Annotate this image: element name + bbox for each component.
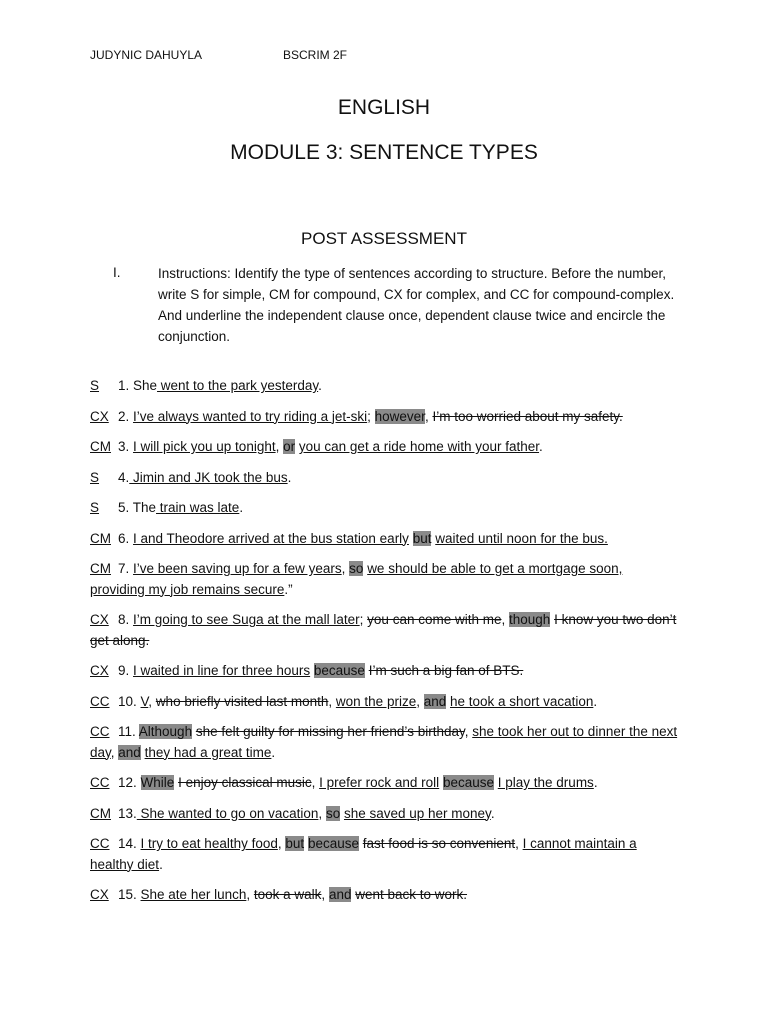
conjunction-highlight: and (423, 693, 447, 709)
module-title: MODULE 3: SENTENCE TYPES (230, 141, 538, 164)
sentence-type-label: CX (90, 663, 109, 678)
answer-item (90, 804, 680, 825)
independent-clause: I waited in line for three hours (133, 663, 311, 678)
sentence-text: , (328, 693, 336, 709)
sentence-type-label: CC (90, 724, 110, 739)
independent-clause: train was late (156, 500, 240, 515)
sentence-text: 1. She (118, 378, 158, 393)
independent-clause: you can get a ride home with your father (298, 439, 540, 454)
conjunction-highlight: so (349, 561, 364, 576)
answer-item (90, 773, 680, 794)
sentence-text: , (321, 887, 329, 902)
sentence-text: 11. (118, 724, 139, 739)
sentence-text: 7. (118, 561, 134, 576)
sentence-text: . (490, 805, 495, 821)
sentence-text: , (341, 561, 350, 576)
independent-clause: I cannot maintain a healthy diet (90, 836, 637, 872)
sentence-type-label: S (90, 500, 100, 515)
sentence-text: . (593, 693, 598, 709)
sentence-text: 5. The (118, 500, 157, 515)
sentence-text: 6. (118, 530, 134, 546)
sentence-text: , (246, 887, 254, 902)
sentence-text: , (424, 408, 433, 424)
sentence-type-label: CM (90, 805, 111, 821)
answer-item (90, 722, 680, 763)
independent-clause: I’m going to see Suga at the mall later (133, 612, 360, 627)
sentence-text: .” (284, 581, 293, 597)
answer-item (90, 661, 680, 682)
dependent-clause: took a walk (253, 887, 322, 902)
sentence-type-label: S (90, 469, 100, 485)
sentence-text: 13. (118, 805, 137, 821)
sentence-type-label: CC (90, 693, 110, 709)
independent-clause: I will pick you up tonight (133, 439, 276, 454)
sentence-text: . (159, 856, 163, 872)
independent-clause: they had a great time (144, 744, 272, 760)
sentence-text: , (515, 836, 523, 851)
conjunction-highlight: though (509, 612, 551, 627)
independent-clause: I and Theodore arrived at the bus station early (133, 530, 409, 546)
independent-clause: She wanted to go on vacation (136, 805, 319, 821)
sentence-text: . (539, 439, 543, 454)
answer-item (90, 885, 680, 906)
sentence-text: , (501, 612, 509, 627)
independent-clause: I’ve always wanted to try riding a jet-ski (133, 408, 368, 424)
sentence-text: , (464, 724, 473, 739)
answer-item (90, 692, 680, 713)
independent-clause: she took her out to dinner the next day (90, 724, 678, 760)
sentence-text: 15. (118, 887, 141, 902)
answer-item (90, 834, 680, 875)
conjunction-highlight: so (325, 805, 341, 821)
conjunction-highlight: because (307, 836, 359, 851)
dependent-clause: you can come with me (367, 612, 502, 627)
independent-clause: won the prize (335, 693, 417, 709)
independent-clause: I play the drums (497, 775, 594, 790)
sentence-text: , (148, 693, 156, 709)
student-name: JUDYNIC DAHUYLA (90, 48, 203, 62)
dependent-clause: I’m such a big fan of BTS. (368, 663, 524, 678)
answer-item (90, 468, 680, 489)
sentence-text: ; (359, 612, 368, 627)
conjunction-highlight: and (328, 887, 352, 902)
sentence-text: , (110, 744, 119, 760)
dependent-clause: I’m too worried about my safety. (432, 408, 623, 424)
conjunction-highlight: Although (138, 724, 193, 739)
sentence-text: 9. (118, 663, 134, 678)
sentence-text: , (277, 836, 286, 851)
dependent-clause: who briefly visited last month (155, 693, 329, 709)
sentence-type-label: S (90, 378, 100, 393)
sentence-text: 12. (118, 775, 141, 790)
sentence-text: , (311, 775, 320, 790)
independent-clause: she saved up her money (343, 805, 491, 821)
sentence-text: . (318, 378, 322, 393)
sentence-text: 10. (118, 693, 141, 709)
sentence-type-label: CX (90, 408, 109, 424)
sentence-text: . (287, 469, 292, 485)
sentence-text: 2. (118, 408, 134, 424)
answer-item (90, 437, 680, 458)
sentence-type-label: CM (90, 530, 111, 546)
sentence-text: . (271, 744, 276, 760)
answer-item (90, 376, 680, 397)
sentence-text: , (416, 693, 424, 709)
sentence-type-label: CC (90, 836, 110, 851)
conjunction-highlight: but (285, 836, 305, 851)
dependent-clause: fast food is so convenient (362, 836, 516, 851)
sentence-type-label: CX (90, 887, 109, 902)
instructions-text: Instructions: Identify the type of sentences according to structure. Before the number, write S for simple, CM for compound, CX for complex, and CC for compound-complex. And underline the independent clause once, dependent clause twice and encircle the conjunction. (158, 266, 675, 344)
sentence-text: 4. (118, 469, 130, 485)
independent-clause: he took a short vacation (450, 693, 594, 709)
sentence-text: . (593, 775, 598, 790)
answer-item (90, 559, 680, 600)
sentence-type-label: CM (90, 561, 111, 576)
conjunction-highlight: While (140, 775, 175, 790)
conjunction-highlight: and (118, 744, 141, 760)
sentence-text: 3. (118, 439, 134, 454)
sentence-text: , (275, 439, 284, 454)
class-section: BSCRIM 2F (283, 48, 348, 62)
assessment-heading: POST ASSESSMENT (301, 229, 467, 248)
sentence-text: ; (367, 408, 375, 424)
sentence-type-label: CX (90, 612, 109, 627)
conjunction-highlight: because (313, 663, 365, 678)
independent-clause: waited until noon for the bus. (435, 530, 608, 546)
instruction-numeral: I. (113, 265, 121, 280)
dependent-clause: she felt guilty for missing her friend’s birthday (195, 724, 465, 739)
conjunction-highlight: or (283, 439, 296, 454)
answer-item (90, 610, 680, 651)
independent-clause: went to the park yesterday (157, 378, 319, 393)
sentence-text: , (318, 805, 326, 821)
sentence-type-label: CM (90, 439, 111, 454)
independent-clause: Jimin and JK took the bus (129, 469, 288, 485)
sentence-type-label: CC (90, 775, 110, 790)
independent-clause: I prefer rock and roll (319, 775, 440, 790)
independent-clause: I try to eat healthy food (140, 836, 278, 851)
sentence-text: . (239, 500, 244, 515)
independent-clause: V (140, 693, 149, 709)
independent-clause: I’ve been saving up for a few years (133, 561, 342, 576)
answer-item (90, 498, 680, 519)
dependent-clause: I enjoy classical music (178, 775, 312, 790)
sentence-text: 14. (118, 836, 141, 851)
answer-list (90, 376, 680, 916)
sentence-text: 8. (118, 612, 134, 627)
page-title: ENGLISH (337, 96, 431, 119)
dependent-clause: I know you two don’t get along. (90, 612, 677, 648)
conjunction-highlight: because (442, 775, 494, 790)
conjunction-highlight: but (412, 530, 432, 546)
answer-item (90, 407, 680, 428)
independent-clause: we should be able to get a mortgage soon, providing my job remains secure (90, 561, 623, 597)
conjunction-highlight: however (374, 408, 425, 424)
independent-clause: She ate her lunch (140, 887, 247, 902)
answer-item (90, 529, 680, 550)
dependent-clause: went back to work. (355, 887, 468, 902)
